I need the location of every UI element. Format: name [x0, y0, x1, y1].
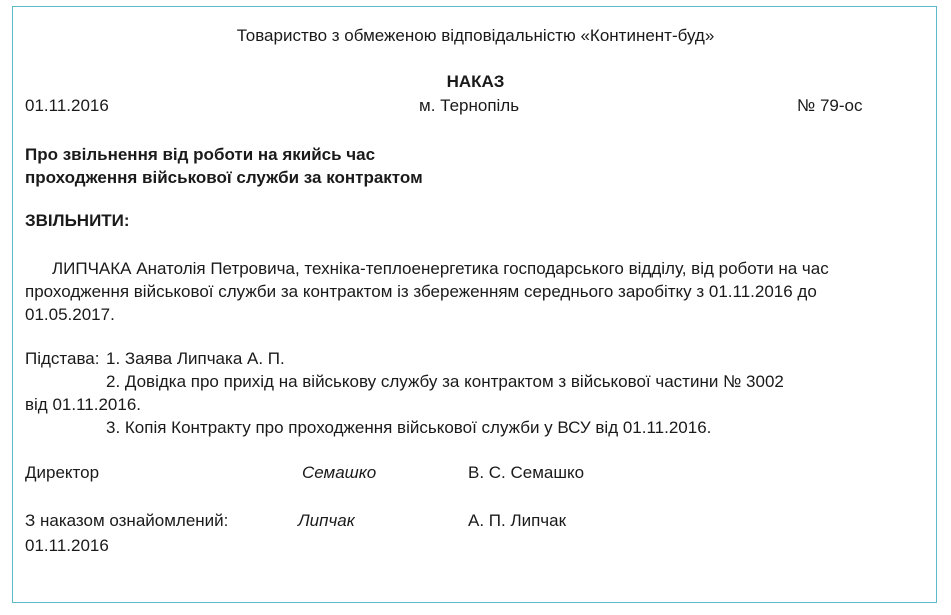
order-number: № 79-ос [797, 96, 863, 115]
order-city: м. Тернопіль [419, 96, 520, 115]
company-name: Товариство з обмеженою відповідальністю «Континент-буд» [236, 26, 715, 45]
document-title: НАКАЗ [446, 72, 505, 91]
acknowledged-date: 01.11.2016 [25, 536, 109, 555]
basis-item-1: 1. Заява Липчака А. П. [106, 349, 285, 368]
action-heading: ЗВІЛЬНИТИ: [25, 211, 130, 230]
basis-item-2-continued: від 01.11.2016. [25, 395, 141, 414]
subject-line-1: Про звільнення від роботи на якийсь час [25, 145, 376, 164]
basis-item-3: 3. Копія Контракту про проходження військової служби у ВСУ від 01.11.2016. [106, 418, 712, 437]
acknowledged-signature: Липчак [298, 511, 355, 530]
director-title: Директор [25, 463, 100, 482]
acknowledged-name: А. П. Липчак [468, 511, 567, 530]
body-line-2: проходження військової служби за контрактом із збереженням середнього заробітку з 01.11.2016 до [25, 282, 817, 301]
basis-item-2: 2. Довідка про прихід на військову службу за контрактом з військової частини № 3002 [106, 372, 784, 391]
subject-line-2: проходження військової служби за контрактом [25, 168, 423, 187]
body-line-3: 01.05.2017. [25, 305, 115, 324]
director-name: В. С. Семашко [468, 463, 585, 482]
director-signature: Семашко [302, 463, 377, 482]
order-date: 01.11.2016 [25, 96, 109, 115]
body-line-1: ЛИПЧАКА Анатолія Петровича, техніка-теплоенергетика господарського відділу, від роботи на час [52, 259, 829, 278]
basis-label: Підстава: [25, 349, 100, 368]
acknowledged-label: З наказом ознайомлений: [25, 511, 229, 530]
